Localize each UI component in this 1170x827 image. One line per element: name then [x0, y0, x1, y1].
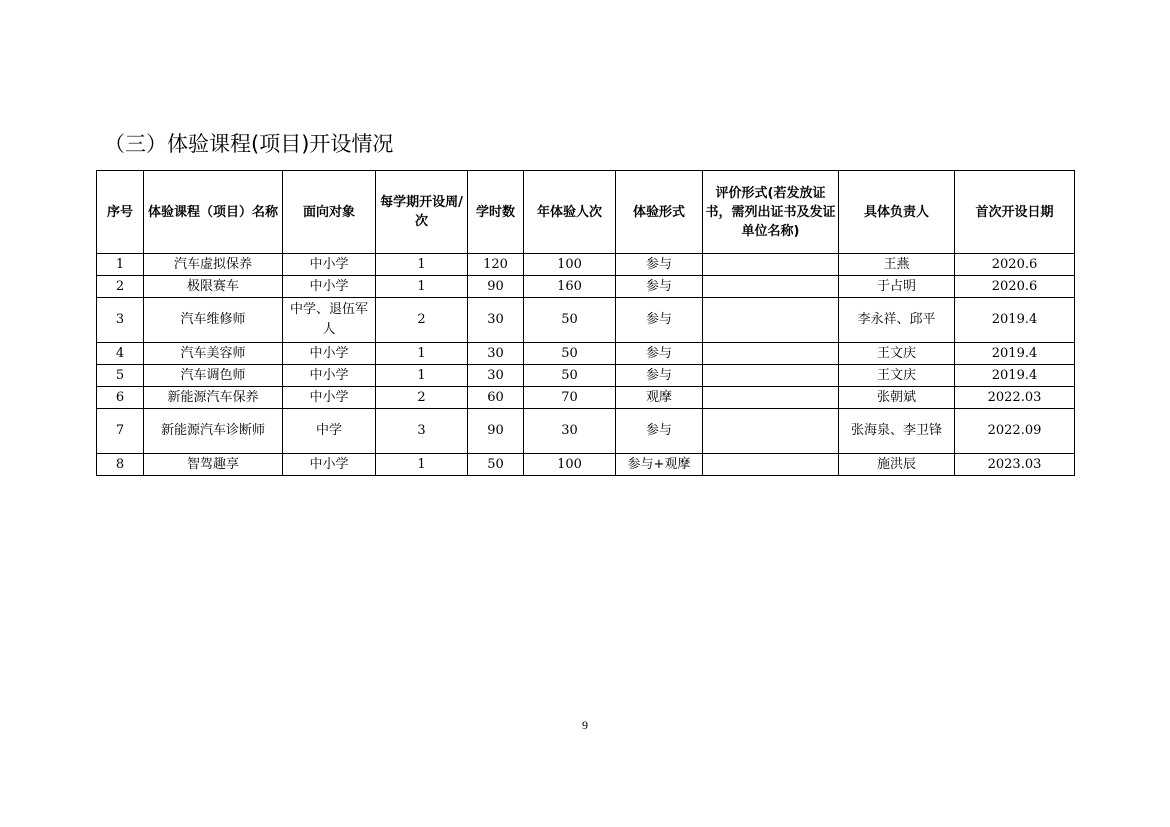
- cell-evaluation: [703, 409, 839, 454]
- table-row: [97, 276, 1075, 298]
- cell-target: 中小学: [283, 454, 376, 476]
- cell-no: 3: [97, 298, 144, 343]
- cell-no: 7: [97, 409, 144, 454]
- cell-no: 4: [97, 343, 144, 365]
- cell-owner: 张海泉、李卫锋: [839, 409, 955, 454]
- table-row: [97, 387, 1075, 409]
- cell-evaluation: [703, 365, 839, 387]
- cell-annual: 50: [524, 298, 616, 343]
- cell-target: 中小学: [283, 387, 376, 409]
- cell-first-date: 2023.03: [955, 454, 1075, 476]
- cell-weekly: 1: [376, 454, 468, 476]
- cell-first-date: 2019.4: [955, 343, 1075, 365]
- cell-owner: 王燕: [839, 254, 955, 276]
- cell-owner: 张朝斌: [839, 387, 955, 409]
- cell-course-name: 汽车调色师: [144, 365, 283, 387]
- section-title: （三）体验课程(项目)开设情况: [104, 132, 394, 156]
- cell-evaluation: [703, 276, 839, 298]
- cell-target: 中小学: [283, 343, 376, 365]
- cell-hours: 30: [468, 343, 524, 365]
- cell-evaluation: [703, 254, 839, 276]
- table-row: [97, 454, 1075, 476]
- cell-form: 参与: [616, 409, 703, 454]
- cell-weekly: 1: [376, 343, 468, 365]
- cell-weekly: 2: [376, 298, 468, 343]
- cell-first-date: 2020.6: [955, 254, 1075, 276]
- cell-owner: 王文庆: [839, 343, 955, 365]
- cell-weekly: 1: [376, 276, 468, 298]
- table-header-row: [97, 171, 1075, 254]
- cell-weekly: 3: [376, 409, 468, 454]
- cell-first-date: 2022.09: [955, 409, 1075, 454]
- cell-form: 参与: [616, 298, 703, 343]
- cell-target: 中学: [283, 409, 376, 454]
- cell-hours: 30: [468, 365, 524, 387]
- header-target: 面向对象: [283, 171, 376, 254]
- cell-form: 参与+观摩: [616, 454, 703, 476]
- cell-course-name: 汽车维修师: [144, 298, 283, 343]
- cell-course-name: 新能源汽车保养: [144, 387, 283, 409]
- cell-annual: 100: [524, 254, 616, 276]
- cell-owner: 李永祥、邱平: [839, 298, 955, 343]
- cell-no: 8: [97, 454, 144, 476]
- cell-form: 参与: [616, 343, 703, 365]
- cell-course-name: 汽车虚拟保养: [144, 254, 283, 276]
- header-course-name: 体验课程（项目）名称: [144, 171, 283, 254]
- cell-course-name: 智驾趣享: [144, 454, 283, 476]
- cell-annual: 100: [524, 454, 616, 476]
- table-row: [97, 365, 1075, 387]
- cell-course-name: 汽车美容师: [144, 343, 283, 365]
- cell-owner: 王文庆: [839, 365, 955, 387]
- cell-evaluation: [703, 298, 839, 343]
- cell-evaluation: [703, 454, 839, 476]
- cell-weekly: 2: [376, 387, 468, 409]
- page-number: 9: [582, 718, 588, 732]
- cell-evaluation: [703, 343, 839, 365]
- header-form: 体验形式: [616, 171, 703, 254]
- cell-no: 1: [97, 254, 144, 276]
- header-owner: 具体负责人: [839, 171, 955, 254]
- cell-hours: 120: [468, 254, 524, 276]
- cell-no: 5: [97, 365, 144, 387]
- cell-target: 中小学: [283, 254, 376, 276]
- header-weekly: 每学期开设周/次: [376, 171, 468, 254]
- cell-annual: 160: [524, 276, 616, 298]
- cell-hours: 30: [468, 298, 524, 343]
- cell-course-name: 新能源汽车诊断师: [144, 409, 283, 454]
- cell-target: 中小学: [283, 276, 376, 298]
- cell-evaluation: [703, 387, 839, 409]
- cell-hours: 60: [468, 387, 524, 409]
- header-hours: 学时数: [468, 171, 524, 254]
- table-row: [97, 409, 1075, 454]
- cell-first-date: 2019.4: [955, 298, 1075, 343]
- cell-annual: 50: [524, 365, 616, 387]
- header-first-date: 首次开设日期: [955, 171, 1075, 254]
- cell-owner: 于占明: [839, 276, 955, 298]
- cell-form: 观摩: [616, 387, 703, 409]
- cell-owner: 施洪辰: [839, 454, 955, 476]
- header-annual: 年体验人次: [524, 171, 616, 254]
- cell-course-name: 极限赛车: [144, 276, 283, 298]
- course-table: [96, 170, 1075, 476]
- cell-no: 6: [97, 387, 144, 409]
- header-no: 序号: [97, 171, 144, 254]
- cell-form: 参与: [616, 365, 703, 387]
- cell-weekly: 1: [376, 254, 468, 276]
- cell-annual: 50: [524, 343, 616, 365]
- table-row: [97, 298, 1075, 343]
- cell-hours: 90: [468, 409, 524, 454]
- header-evaluation: 评价形式(若发放证书，需列出证书及发证单位名称): [703, 171, 839, 254]
- cell-form: 参与: [616, 254, 703, 276]
- cell-annual: 30: [524, 409, 616, 454]
- cell-hours: 90: [468, 276, 524, 298]
- cell-first-date: 2022.03: [955, 387, 1075, 409]
- table-row: [97, 254, 1075, 276]
- cell-first-date: 2019.4: [955, 365, 1075, 387]
- table-row: [97, 343, 1075, 365]
- cell-target: 中学、退伍军人: [283, 298, 376, 343]
- cell-first-date: 2020.6: [955, 276, 1075, 298]
- cell-hours: 50: [468, 454, 524, 476]
- cell-target: 中小学: [283, 365, 376, 387]
- cell-annual: 70: [524, 387, 616, 409]
- cell-form: 参与: [616, 276, 703, 298]
- cell-weekly: 1: [376, 365, 468, 387]
- cell-no: 2: [97, 276, 144, 298]
